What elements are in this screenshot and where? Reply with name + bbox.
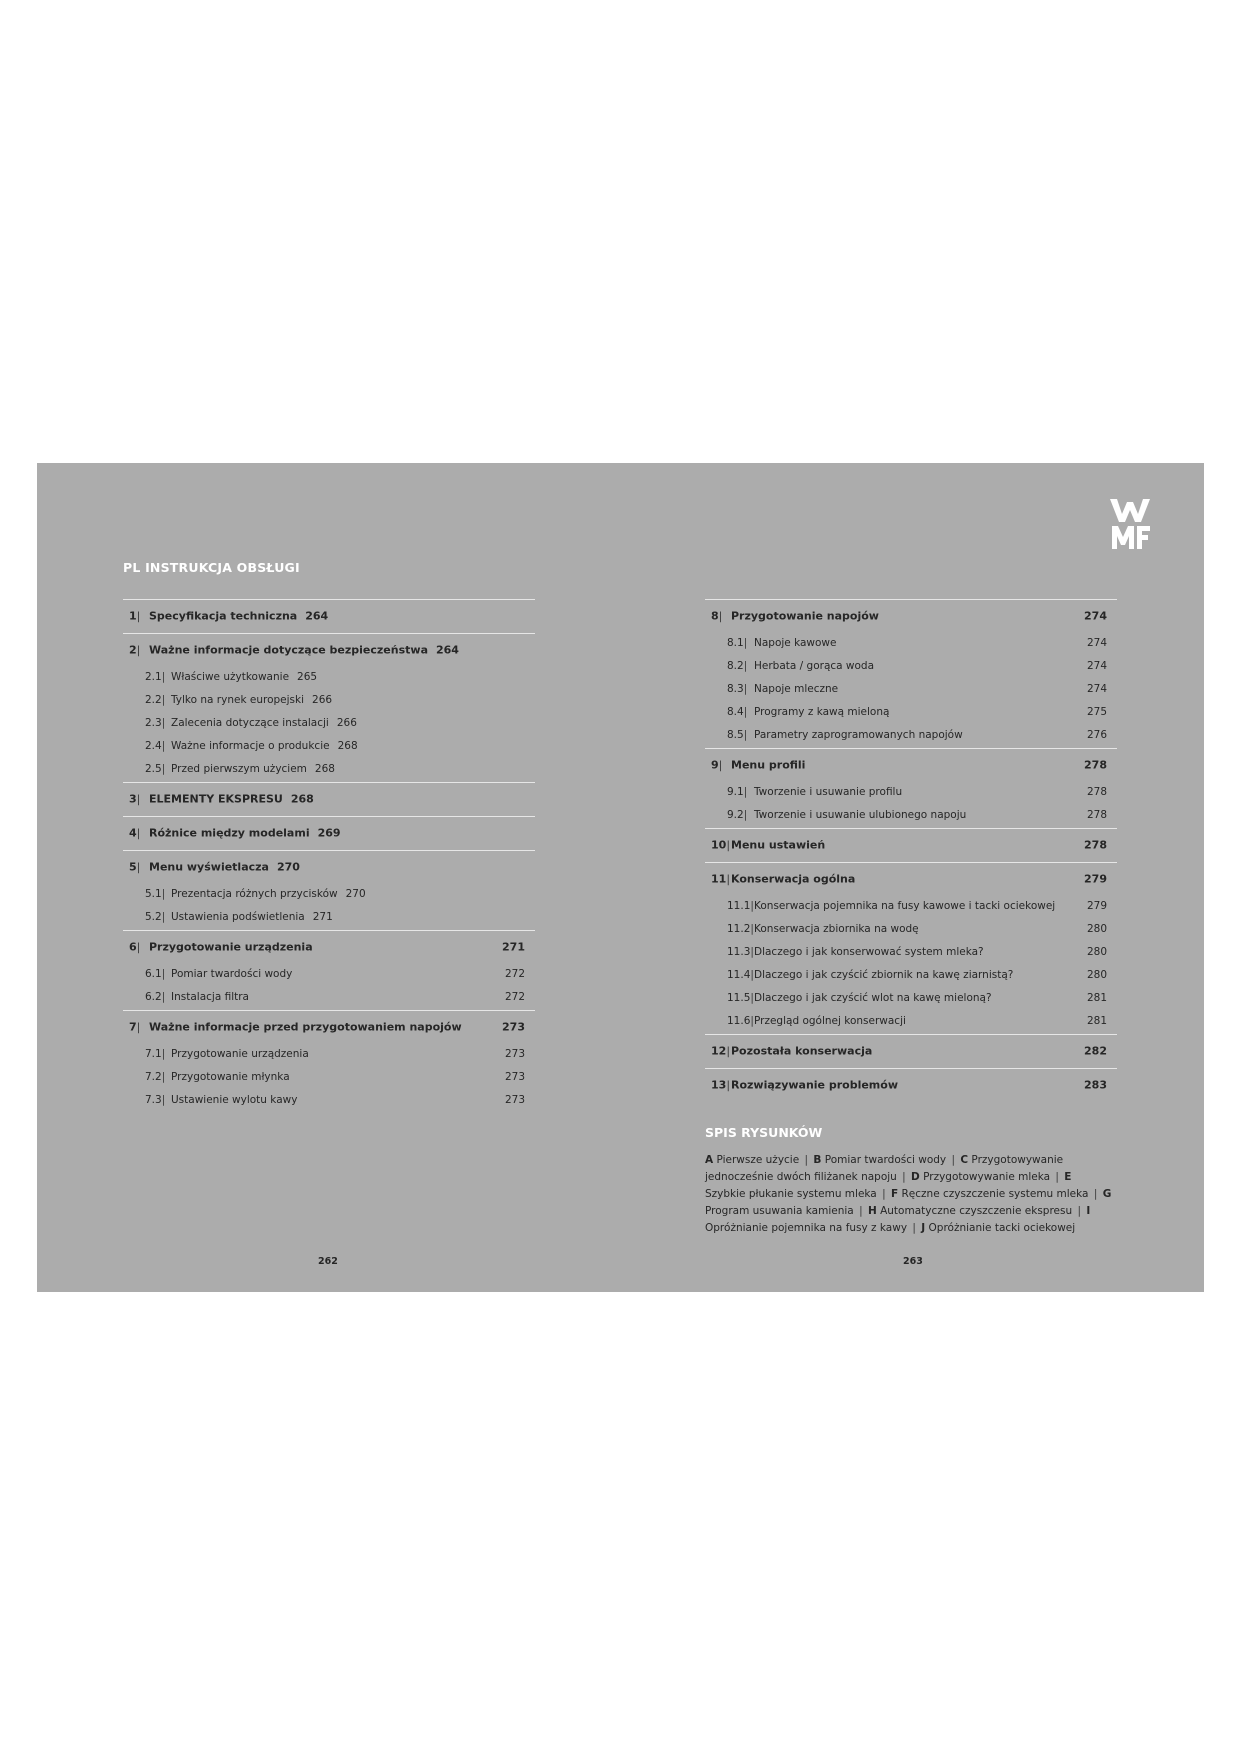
entry-separator: | [161, 762, 166, 775]
subsection-title: Tylko na rynek europejski [171, 693, 305, 706]
figure-separator: | [801, 1154, 812, 1166]
subsection-page: 268 [314, 762, 335, 775]
entry-separator: | [161, 1047, 166, 1060]
subsection-page: 280 [1086, 968, 1107, 981]
subsection-number: 2.5 [145, 762, 162, 775]
figure-letter: D [911, 1171, 920, 1183]
subsection-number: 2.2 [145, 693, 162, 706]
toc-subsection-entry[interactable] [123, 905, 535, 928]
entry-separator: | [750, 968, 754, 981]
subsection-page: 281 [1086, 991, 1107, 1004]
chapter-title: Przygotowanie urządzenia [149, 940, 313, 953]
toc-section [123, 850, 535, 930]
subsection-title: Herbata / gorąca woda [754, 659, 875, 672]
toc-subsection-entry[interactable] [705, 780, 1117, 803]
manual-title: PL INSTRUKCJA OBSŁUGI [123, 560, 300, 575]
subsection-page: 274 [1086, 636, 1107, 649]
toc-subsection-entry[interactable] [123, 711, 535, 734]
toc-section [705, 1034, 1117, 1068]
figure-text: Opróżnianie pojemnika na fusy z kawy [705, 1222, 908, 1234]
toc-subsection-entry[interactable] [705, 700, 1117, 723]
entry-separator: | [726, 1078, 731, 1091]
subsection-page: 268 [337, 739, 358, 752]
subsection-title: Właściwe użytkowanie [171, 670, 290, 683]
subsection-page: 276 [1086, 728, 1107, 741]
toc-subsection-entry[interactable] [123, 1088, 535, 1111]
toc-chapter-entry[interactable] [123, 931, 535, 962]
subsection-number: 11.1 [727, 899, 751, 912]
entry-separator: | [136, 826, 141, 839]
subsection-number: 6.2 [145, 990, 162, 1003]
entry-separator: | [136, 643, 141, 656]
chapter-title: Różnice między modelami [149, 826, 310, 839]
toc-chapter-entry[interactable] [123, 634, 535, 665]
figures-list [705, 1152, 1115, 1237]
figure-letter: B [813, 1154, 822, 1166]
subsection-page: 280 [1086, 922, 1107, 935]
subsection-number: 9.2 [727, 808, 744, 821]
toc-section [705, 599, 1117, 748]
figure-separator: | [1074, 1205, 1085, 1217]
subsection-number: 8.4 [727, 705, 744, 718]
toc-section [123, 633, 535, 782]
subsection-title: Dlaczego i jak konserwować system mleka? [754, 945, 984, 958]
subsection-page: 265 [297, 670, 318, 683]
chapter-page: 279 [1084, 872, 1107, 885]
subsection-number: 8.5 [727, 728, 744, 741]
toc-chapter-entry[interactable] [123, 817, 535, 848]
chapter-title: Pozostała konserwacja [731, 1044, 873, 1057]
figure-entry [891, 1188, 1089, 1200]
figure-separator: | [878, 1188, 889, 1200]
entry-separator: | [161, 990, 166, 1003]
toc-chapter-entry[interactable] [705, 600, 1117, 631]
chapter-page: 282 [1084, 1044, 1107, 1057]
subsection-title: Pomiar twardości wody [171, 967, 293, 980]
figure-text: Ręczne czyszczenie systemu mleka [901, 1188, 1089, 1200]
entry-separator: | [161, 887, 166, 900]
toc-subsection-entry[interactable] [705, 654, 1117, 677]
figure-text: Przygotowywanie mleka [923, 1171, 1051, 1183]
subsection-title: Dlaczego i jak czyścić zbiornik na kawę ziarnistą? [754, 968, 1014, 981]
subsection-title: Instalacja filtra [171, 990, 249, 1003]
chapter-page: 274 [1084, 609, 1107, 622]
entry-separator: | [718, 758, 723, 771]
entry-separator: | [743, 808, 748, 821]
figure-text: Przygotowywanie jednocześnie dwóch filiżanek napoju [705, 1154, 1064, 1183]
subsection-number: 2.3 [145, 716, 162, 729]
entry-separator: | [743, 636, 748, 649]
chapter-page: 283 [1084, 1078, 1107, 1091]
toc-section [705, 862, 1117, 1034]
figure-letter: A [705, 1154, 714, 1166]
figure-letter: F [890, 1188, 899, 1200]
toc-chapter-entry[interactable] [123, 600, 535, 631]
subsection-title: Ważne informacje o produkcie [171, 739, 330, 752]
subsection-page: 272 [504, 990, 525, 1003]
figure-separator: | [898, 1171, 910, 1183]
subsection-page: 266 [336, 716, 357, 729]
subsection-page: 275 [1086, 705, 1107, 718]
subsection-title: Przygotowanie młynka [171, 1070, 290, 1083]
entry-separator: | [718, 609, 723, 622]
toc-subsection-entry[interactable] [123, 1042, 535, 1065]
subsection-number: 5.1 [145, 887, 162, 900]
entry-separator: | [161, 967, 166, 980]
toc-section [123, 599, 535, 633]
subsection-page: 266 [312, 693, 333, 706]
toc-section [705, 828, 1117, 862]
subsection-page: 274 [1086, 682, 1107, 695]
entry-separator: | [750, 991, 754, 1004]
chapter-number: 9 [711, 758, 719, 771]
entry-separator: | [161, 693, 166, 706]
toc-section [123, 816, 535, 850]
entry-separator: | [136, 609, 141, 622]
toc-section [123, 782, 535, 816]
subsection-number: 8.2 [727, 659, 744, 672]
toc-subsection-entry[interactable] [123, 985, 535, 1008]
subsection-page: 274 [1086, 659, 1107, 672]
subsection-number: 7.2 [145, 1070, 162, 1083]
subsection-title: Przegląd ogólnej konserwacji [754, 1014, 906, 1027]
toc-subsection-entry[interactable] [705, 631, 1117, 654]
chapter-title: Menu profili [731, 758, 806, 771]
chapter-title: Menu wyświetlacza [149, 860, 269, 873]
chapter-page: 278 [1084, 838, 1107, 851]
subsection-number: 6.1 [145, 967, 162, 980]
subsection-number: 8.1 [727, 636, 744, 649]
chapter-number: 5 [129, 860, 137, 873]
subsection-title: Ustawienia podświetlenia [171, 910, 305, 923]
page-number-right: 263 [903, 1256, 923, 1267]
toc-subsection-entry[interactable] [705, 1009, 1117, 1032]
toc-section [705, 1068, 1117, 1102]
entry-separator: | [161, 1070, 166, 1083]
figure-letter: G [1102, 1188, 1112, 1200]
figure-entry [911, 1171, 1050, 1183]
entry-separator: | [750, 945, 754, 958]
entry-separator: | [161, 716, 166, 729]
entry-separator: | [161, 1093, 166, 1106]
chapter-page: 273 [502, 1020, 525, 1033]
subsection-page: 271 [312, 910, 333, 923]
subsection-page: 273 [504, 1047, 525, 1060]
toc-subsection-entry[interactable] [123, 734, 535, 757]
toc-chapter-entry[interactable] [705, 829, 1117, 860]
figure-text: Automatyczne czyszczenie ekspresu [880, 1205, 1073, 1217]
chapter-number: 7 [129, 1020, 137, 1033]
subsection-page: 280 [1086, 945, 1107, 958]
subsection-page: 272 [504, 967, 525, 980]
entry-separator: | [161, 910, 166, 923]
toc-left-column [123, 599, 535, 1113]
chapter-number: 3 [129, 792, 137, 805]
subsection-title: Konserwacja zbiornika na wodę [754, 922, 919, 935]
toc-subsection-entry[interactable] [705, 917, 1117, 940]
chapter-number: 6 [129, 940, 137, 953]
chapter-number: 2 [129, 643, 137, 656]
chapter-title: Ważne informacje dotyczące bezpieczeństwa [149, 643, 428, 656]
subsection-page: 281 [1086, 1014, 1107, 1027]
toc-chapter-entry[interactable] [705, 863, 1117, 894]
subsection-title: Dlaczego i jak czyścić wlot na kawę mieloną? [754, 991, 992, 1004]
figure-letter: I [1086, 1205, 1091, 1217]
entry-separator: | [743, 785, 748, 798]
page-number-left: 262 [318, 1256, 338, 1267]
wmf-logo [1110, 499, 1150, 549]
toc-section [705, 748, 1117, 828]
toc-section [123, 930, 535, 1010]
chapter-number: 4 [129, 826, 137, 839]
chapter-page: 269 [317, 826, 341, 839]
subsection-number: 9.1 [727, 785, 744, 798]
chapter-page: 264 [305, 609, 329, 622]
figure-separator: | [1052, 1171, 1063, 1183]
toc-chapter-entry[interactable] [123, 1011, 535, 1042]
figures-title: SPIS RYSUNKÓW [705, 1125, 823, 1140]
toc-subsection-entry[interactable] [705, 677, 1117, 700]
figure-separator: | [909, 1222, 920, 1234]
subsection-number: 11.2 [727, 922, 751, 935]
figure-letter: E [1064, 1171, 1072, 1183]
toc-section [123, 1010, 535, 1113]
entry-separator: | [750, 1014, 754, 1027]
subsection-title: Tworzenie i usuwanie profilu [754, 785, 903, 798]
chapter-page: 271 [502, 940, 525, 953]
entry-separator: | [743, 659, 748, 672]
subsection-page: 278 [1086, 808, 1107, 821]
subsection-title: Ustawienie wylotu kawy [171, 1093, 298, 1106]
toc-subsection-entry[interactable] [123, 688, 535, 711]
chapter-title: Ważne informacje przed przygotowaniem napojów [149, 1020, 462, 1033]
chapter-title: Przygotowanie napojów [731, 609, 879, 622]
subsection-number: 2.1 [145, 670, 162, 683]
toc-chapter-entry[interactable] [705, 749, 1117, 780]
chapter-number: 8 [711, 609, 719, 622]
chapter-title: Specyfikacja techniczna [149, 609, 298, 622]
entry-separator: | [136, 792, 141, 805]
subsection-title: Programy z kawą mieloną [754, 705, 890, 718]
subsection-title: Przed pierwszym użyciem [171, 762, 307, 775]
toc-subsection-entry[interactable] [123, 962, 535, 985]
subsection-number: 7.1 [145, 1047, 162, 1060]
figure-letter: J [921, 1222, 926, 1234]
subsection-title: Tworzenie i usuwanie ulubionego napoju [754, 808, 967, 821]
figure-text: Program usuwania kamienia [705, 1205, 854, 1217]
toc-subsection-entry[interactable] [705, 723, 1117, 746]
toc-subsection-entry[interactable] [705, 986, 1117, 1009]
chapter-page: 270 [276, 860, 300, 873]
entry-separator: | [726, 872, 731, 885]
chapter-number: 1 [129, 609, 137, 622]
entry-separator: | [743, 705, 748, 718]
subsection-number: 5.2 [145, 910, 162, 923]
entry-separator: | [726, 838, 731, 851]
toc-subsection-entry[interactable] [705, 940, 1117, 963]
toc-chapter-entry[interactable] [705, 1035, 1117, 1066]
toc-chapter-entry[interactable] [123, 783, 535, 814]
entry-separator: | [136, 860, 141, 873]
chapter-number: 11 [711, 872, 727, 885]
toc-subsection-entry[interactable] [705, 963, 1117, 986]
chapter-page: 278 [1084, 758, 1107, 771]
subsection-page: 273 [504, 1070, 525, 1083]
subsection-title: Zalecenia dotyczące instalacji [171, 716, 329, 729]
chapter-number: 13 [711, 1078, 727, 1091]
subsection-title: Przygotowanie urządzenia [171, 1047, 309, 1060]
chapter-page: 264 [436, 643, 459, 656]
toc-chapter-entry[interactable] [123, 851, 535, 882]
subsection-title: Konserwacja pojemnika na fusy kawowe i tacki ociekowej [754, 899, 1056, 912]
subsection-title: Prezentacja różnych przycisków [171, 887, 338, 900]
chapter-title: Menu ustawień [731, 838, 826, 851]
entry-separator: | [161, 739, 166, 752]
entry-separator: | [743, 682, 748, 695]
entry-separator: | [161, 670, 166, 683]
figure-separator: | [1090, 1188, 1101, 1200]
toc-subsection-entry[interactable] [123, 665, 535, 688]
chapter-number: 10 [711, 838, 727, 851]
entry-separator: | [136, 940, 141, 953]
figure-letter: C [960, 1154, 969, 1166]
entry-separator: | [750, 922, 754, 935]
chapter-page: 268 [290, 792, 314, 805]
toc-subsection-entry[interactable] [705, 894, 1117, 917]
subsection-number: 2.4 [145, 739, 162, 752]
figure-entry [705, 1154, 799, 1166]
subsection-number: 11.6 [727, 1014, 751, 1027]
subsection-number: 11.5 [727, 991, 751, 1004]
entry-separator: | [743, 728, 748, 741]
figure-text: Pierwsze użycie [716, 1154, 800, 1166]
toc-right-column [705, 599, 1117, 1102]
chapter-title: Konserwacja ogólna [731, 872, 856, 885]
chapter-title: Rozwiązywanie problemów [731, 1078, 898, 1091]
figure-text: Pomiar twardości wody [824, 1154, 947, 1166]
figure-text: Opróżnianie tacki ociekowej [928, 1222, 1076, 1234]
subsection-page: 273 [504, 1093, 525, 1106]
figure-separator: | [948, 1154, 959, 1166]
figure-entry [813, 1154, 946, 1166]
entry-separator: | [750, 899, 754, 912]
entry-separator: | [726, 1044, 731, 1057]
entry-separator: | [136, 1020, 141, 1033]
subsection-title: Parametry zaprogramowanych napojów [754, 728, 963, 741]
toc-chapter-entry[interactable] [705, 1069, 1117, 1100]
subsection-title: Napoje mleczne [754, 682, 839, 695]
subsection-number: 11.3 [727, 945, 751, 958]
toc-subsection-entry[interactable] [705, 803, 1117, 826]
subsection-page: 278 [1086, 785, 1107, 798]
subsection-number: 11.4 [727, 968, 751, 981]
toc-subsection-entry[interactable] [123, 882, 535, 905]
subsection-number: 7.3 [145, 1093, 162, 1106]
subsection-title: Napoje kawowe [754, 636, 837, 649]
toc-subsection-entry[interactable] [123, 757, 535, 780]
figure-entry [868, 1205, 1072, 1217]
toc-subsection-entry[interactable] [123, 1065, 535, 1088]
figure-letter: H [867, 1205, 877, 1217]
chapter-title: ELEMENTY EKSPRESU [149, 792, 283, 805]
wmf-logo-icon [1110, 499, 1150, 549]
figure-entry [921, 1222, 1075, 1234]
chapter-number: 12 [711, 1044, 727, 1057]
subsection-number: 8.3 [727, 682, 744, 695]
figure-text: Szybkie płukanie systemu mleka [705, 1188, 877, 1200]
figure-separator: | [855, 1205, 866, 1217]
subsection-page: 279 [1086, 899, 1107, 912]
subsection-page: 270 [345, 887, 366, 900]
